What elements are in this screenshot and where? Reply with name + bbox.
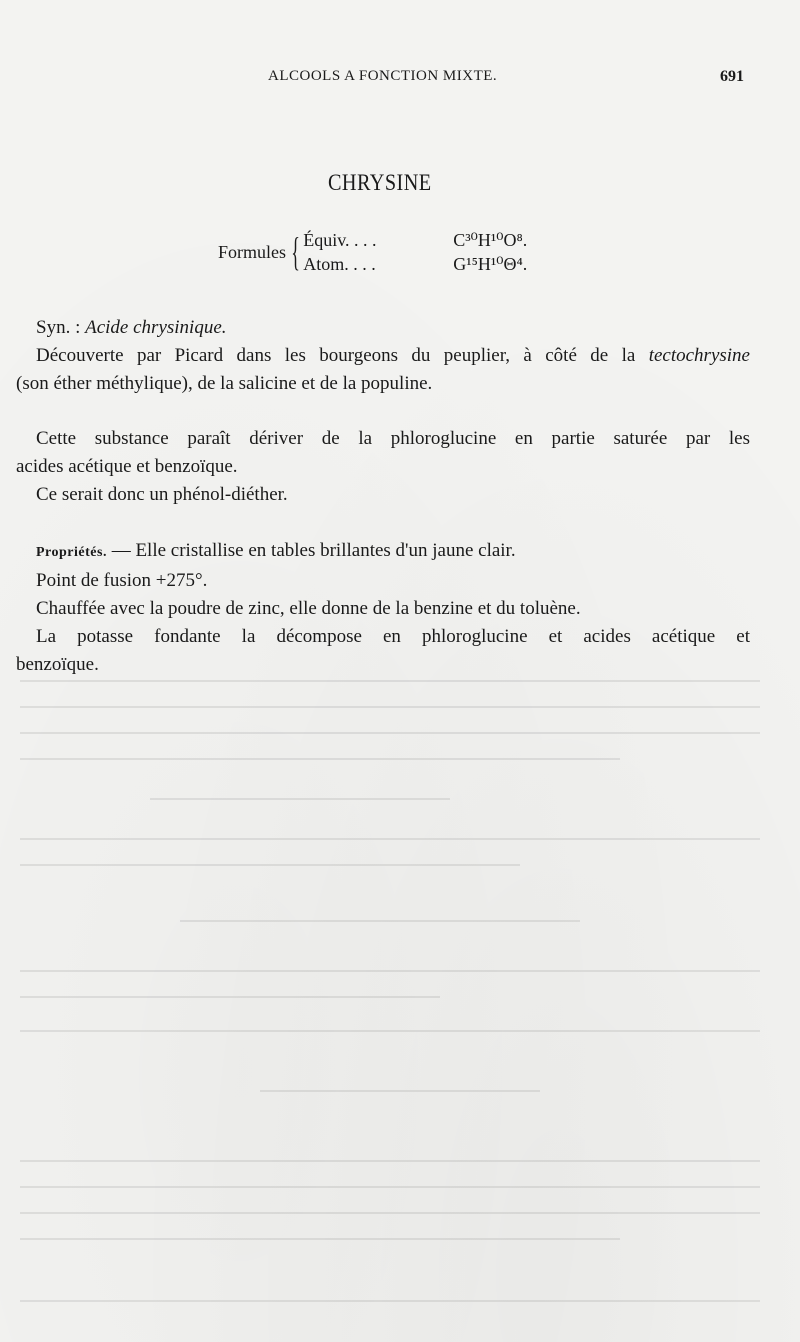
formula-value: C³⁰H¹⁰O⁸.: [453, 230, 528, 250]
page-number: 691: [720, 68, 744, 85]
properties-heading: Propriétés.: [36, 545, 107, 560]
formulas-block: [218, 228, 527, 276]
properties-line4: La potasse fondante la décompose en phloroglucine et acides acétique et: [36, 626, 750, 647]
section-title: CHRYSINE: [327, 170, 432, 195]
discovery-emphasis: tectochrysine: [648, 345, 750, 366]
substance-line2: acides acétique et benzoïque.: [16, 456, 238, 477]
properties-dash: —: [106, 540, 136, 561]
properties-paragraph: [16, 537, 750, 679]
formula-row-equiv: [303, 228, 527, 252]
formula-key: Atom. . . .: [303, 254, 376, 274]
substance-line3: Ce serait donc un phénol-diéther.: [36, 484, 288, 505]
formula-row-atom: [303, 252, 527, 276]
formulas-rows: [303, 228, 527, 276]
syn-name: Acide chrysinique.: [85, 317, 227, 338]
synonym-line: [16, 314, 750, 342]
formula-value: G¹⁵H¹⁰Θ⁴.: [453, 254, 528, 274]
brace: {: [291, 229, 300, 274]
discovery-line2: (son éther méthylique), de la salicine et de la populine.: [16, 373, 433, 394]
properties-line3: Chauffée avec la poudre de zinc, elle donne de la benzine et du toluène.: [36, 598, 581, 619]
properties-line2: Point de fusion +275°.: [36, 570, 208, 591]
substance-paragraph: [16, 425, 750, 509]
substance-line1: Cette substance paraît dériver de la phloroglucine en partie saturée par les: [36, 428, 750, 449]
discovery-paragraph: [16, 342, 750, 398]
formula-key: Équiv. . . .: [303, 230, 377, 250]
discovery-line1: Découverte par Picard dans les bourgeons du peuplier, à côté de la: [36, 345, 649, 366]
syn-prefix: Syn. :: [36, 317, 86, 338]
properties-line1: Elle cristallise en tables brillantes d'un jaune clair.: [135, 540, 516, 561]
running-head: ALCOOLS A FONCTION MIXTE.: [268, 68, 498, 84]
bleed-through: [0, 660, 800, 1340]
properties-line5: benzoïque.: [16, 654, 99, 675]
formulas-label: Formules: [218, 241, 287, 262]
